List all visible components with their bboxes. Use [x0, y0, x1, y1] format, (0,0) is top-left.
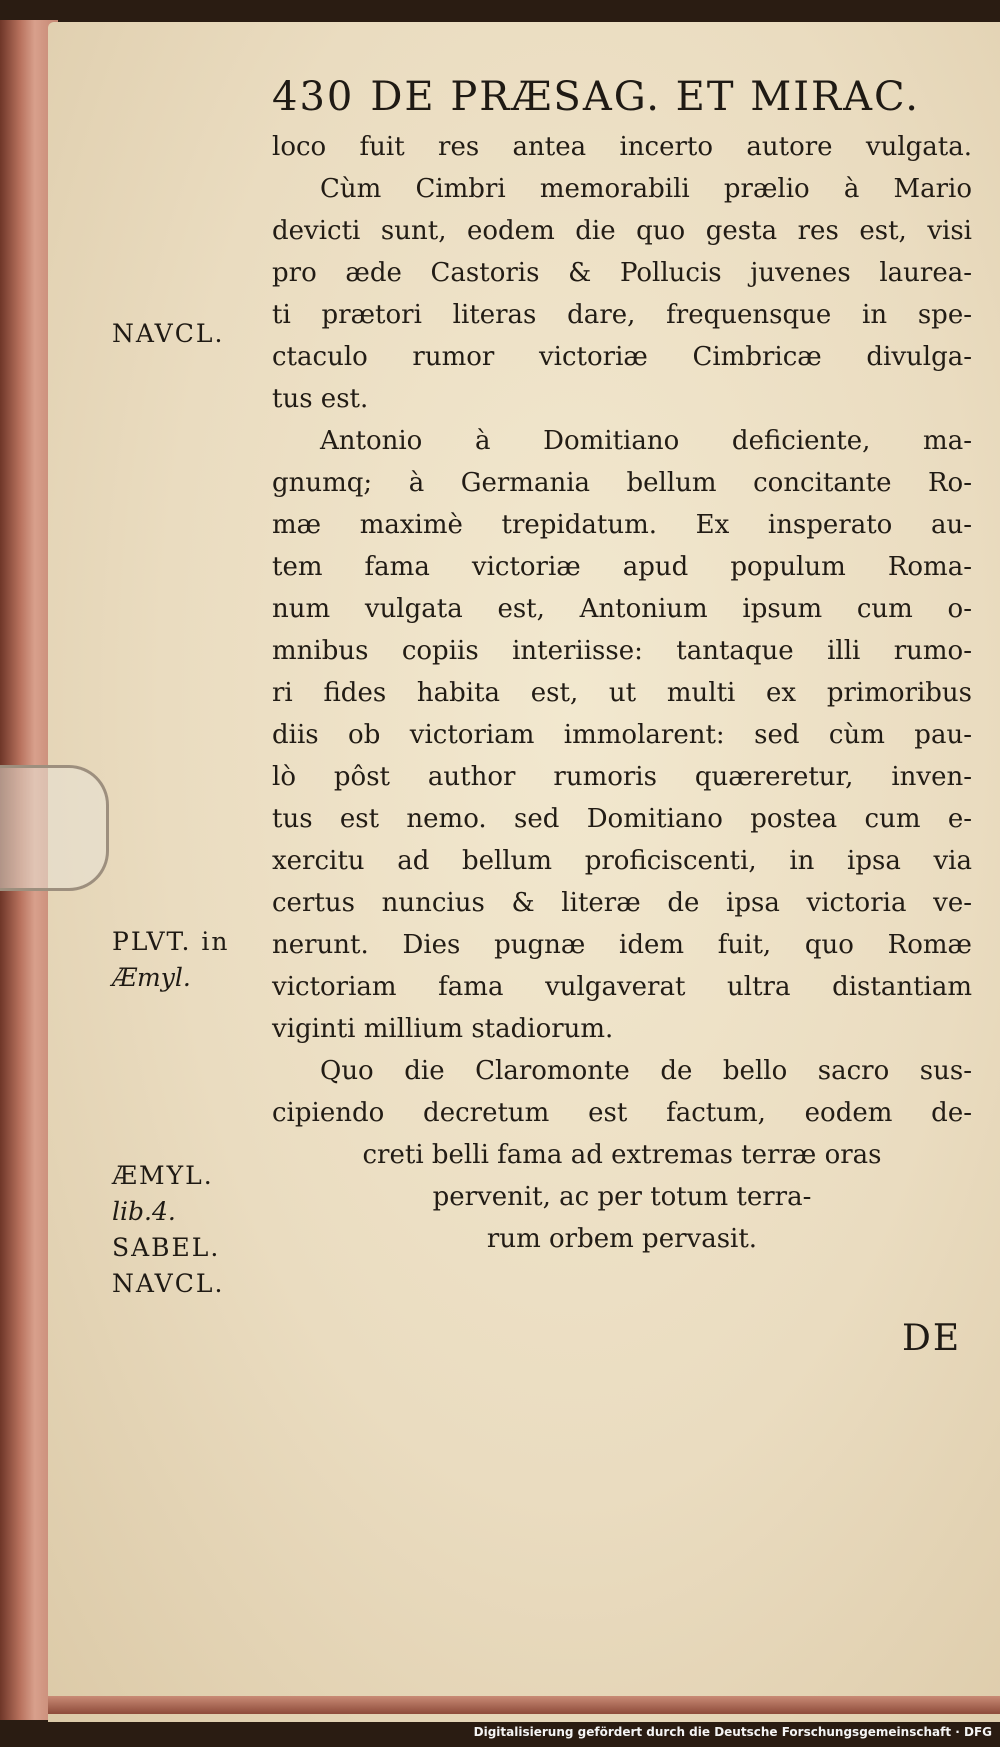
margin-note-aemyl-line: ÆMYL. [112, 1161, 214, 1190]
margin-note-plut [112, 924, 230, 996]
text-line: Cùm Cimbri memorabili prælio à Mario [320, 174, 972, 204]
text-line: gnumq; à Germania bellum concitante Ro- [272, 468, 972, 498]
text-line: rum orbem pervasit. [486, 1224, 758, 1254]
margin-note-plut-line: PLVT. in [112, 927, 230, 956]
book-bottom-edge [48, 1696, 1000, 1714]
text-line: mnibus copiis interiisse: tantaque illi rumo- [272, 636, 972, 666]
text-line: Quo die Claromonte de bello sacro sus- [320, 1056, 972, 1086]
text-line: tus est nemo. sed Domitiano postea cum e- [272, 804, 972, 834]
text-line: loco fuit res antea incerto autore vulgata. [272, 132, 972, 162]
text-line: viginti millium stadiorum. [272, 1014, 614, 1044]
text-line: certus nuncius & literæ de ipsa victoria ve- [272, 888, 972, 918]
text-line: Antonio à Domitiano deficiente, ma- [320, 426, 972, 456]
text-line: victoriam fama vulgaverat ultra distantiam [272, 972, 972, 1002]
text-line: lò pôst author rumoris quæreretur, inven- [272, 762, 972, 792]
text-line: mæ maximè trepidatum. Ex insperato au- [272, 510, 972, 540]
margin-note-naucl: NAVCL. [112, 1269, 225, 1298]
text-line: nerunt. Dies pugnæ idem fuit, quo Romæ [272, 930, 972, 960]
text-line: devicti sunt, eodem die quo gesta res est, visi [272, 216, 972, 246]
text-line: tem fama victoriæ apud populum Roma- [272, 552, 972, 582]
text-line: creti belli fama ad extremas terræ oras [362, 1140, 882, 1170]
margin-note-plut-line: Æmyl. [112, 963, 191, 992]
catchword: DE [902, 1318, 962, 1359]
text-line: ti prætori literas dare, frequensque in spe- [272, 300, 972, 330]
text-line: pervenit, ac per totum terra- [432, 1182, 812, 1212]
text-line: ri fides habita est, ut multi ex primoribus [272, 678, 972, 708]
text-line: tus est. [272, 384, 369, 414]
digitization-credit: Digitalisierung gefördert durch die Deutsche Forschungsgemeinschaft · DFG [473, 1725, 992, 1739]
margin-note-aemyl-line: lib.4. [112, 1197, 176, 1226]
text-line: pro æde Castoris & Pollucis juvenes laurea- [272, 258, 972, 288]
bookmark-clip [0, 765, 109, 891]
text-line: ctaculo rumor victoriæ Cimbricæ divulga- [272, 342, 972, 372]
text-line: num vulgata est, Antonium ipsum cum o- [272, 594, 972, 624]
margin-note-aemyl [112, 1158, 224, 1302]
running-head [272, 74, 972, 120]
margin-note-naucl: NAVCL. [112, 319, 225, 348]
text-line: xercitu ad bellum proficiscenti, in ipsa via [272, 846, 972, 876]
body-text [272, 126, 972, 1260]
running-head-title: DE PRÆSAG. ET MIRAC. [370, 74, 920, 120]
margin-note-sabel: SABEL. [112, 1233, 221, 1262]
text-line: diis ob victoriam immolarent: sed cùm pau- [272, 720, 972, 750]
text-line: cipiendo decretum est factum, eodem de- [272, 1098, 972, 1128]
page-number: 430 [272, 74, 355, 120]
